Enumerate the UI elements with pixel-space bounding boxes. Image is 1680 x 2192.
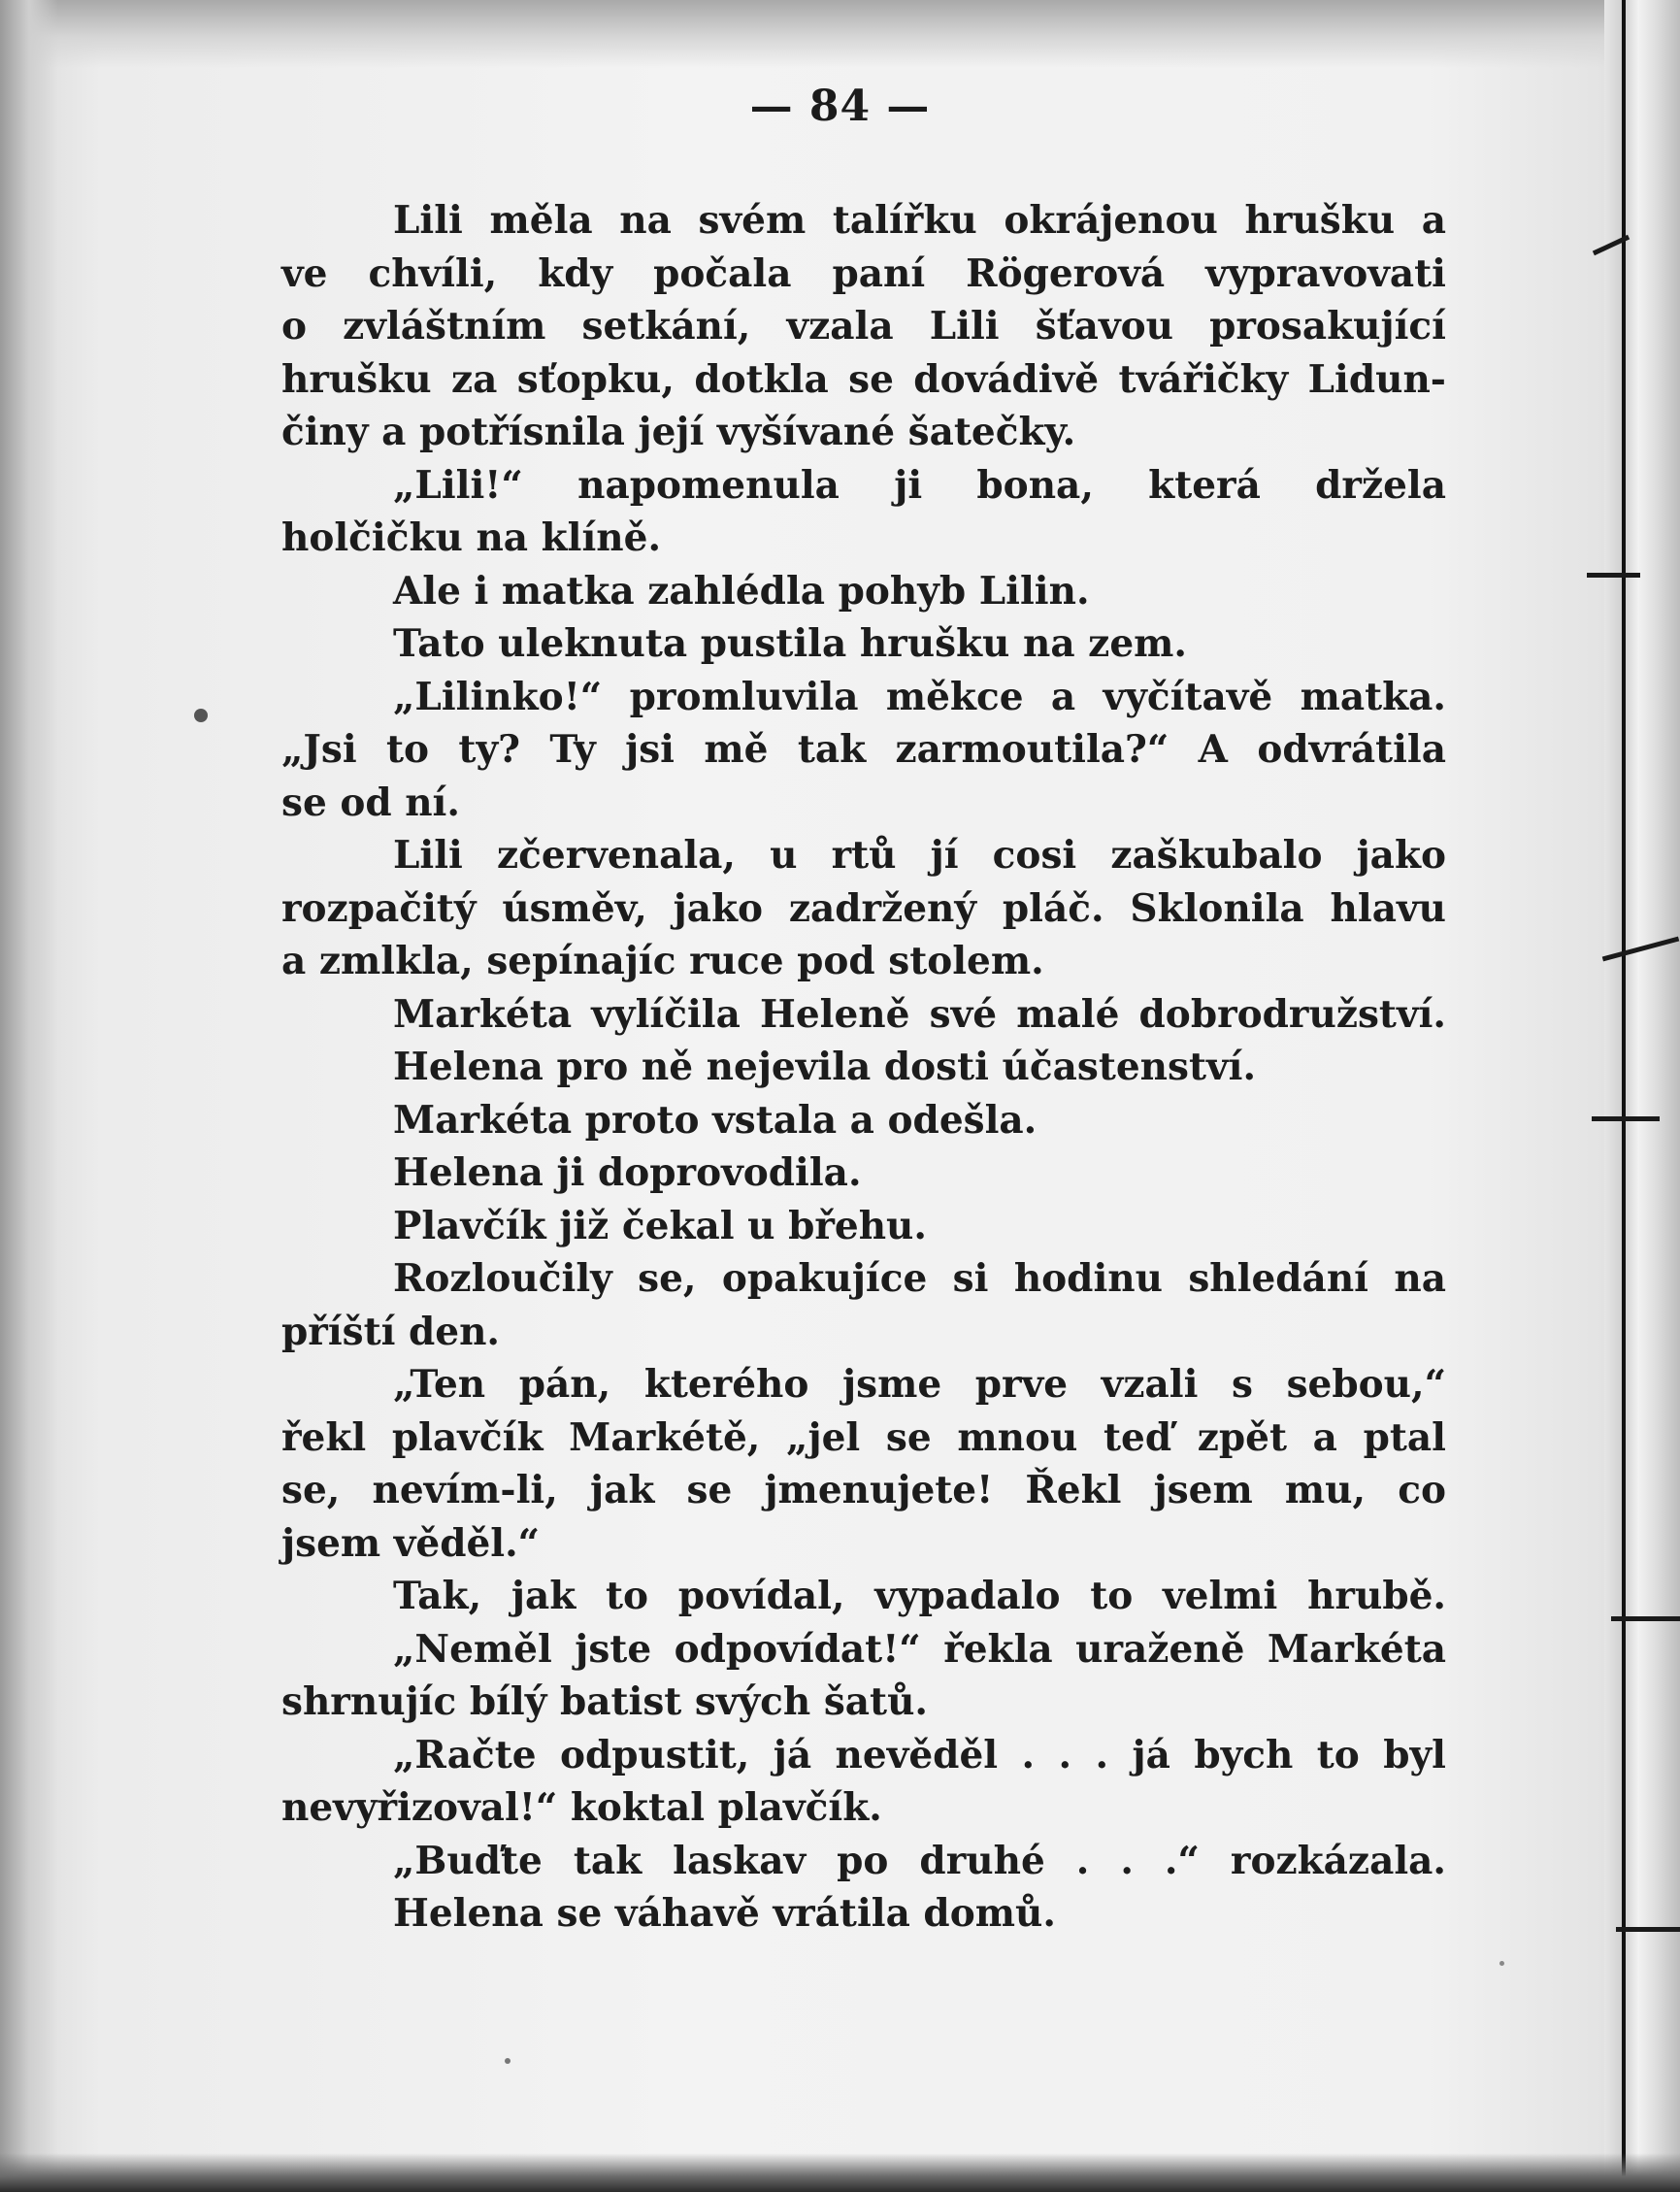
text-line: Tato uleknuta pustila hrušku na zem. bbox=[393, 621, 1187, 666]
text-line: hrušku za sťopku, dotkla se dovádivě tvářičky Lidun- bbox=[281, 356, 1446, 402]
paper-speck bbox=[194, 709, 208, 722]
text-line: Tak, jak to povídal, vypadalo to velmi hrubě. bbox=[393, 1574, 1446, 1618]
text-line: „Lili!“ napomenula ji bona, která držela bbox=[393, 462, 1446, 508]
text-line: Helena se váhavě vrátila domů. bbox=[393, 1891, 1056, 1936]
text-line: činy a potřísnila její vyšívané šatečky. bbox=[281, 410, 1076, 454]
paper-speck bbox=[1499, 1961, 1504, 1966]
text-line: rozpačitý úsměv, jako zadržený pláč. Sklonila hlavu bbox=[281, 885, 1446, 931]
spine-thread-mark bbox=[1611, 1616, 1680, 1621]
body-text bbox=[281, 194, 1446, 1941]
page-top-shadow bbox=[0, 0, 1680, 68]
text-line: ve chvíli, kdy počala paní Rögerová vypravovati bbox=[281, 250, 1446, 296]
text-line: Lili zčervenala, u rtů jí cosi zaškubalo jako bbox=[393, 833, 1446, 878]
text-line: nevyřizoval!“ koktal plavčík. bbox=[281, 1785, 882, 1830]
text-line: Plavčík již čekal u břehu. bbox=[393, 1203, 927, 1248]
text-line: se, nevím-li, jak se jmenujete! Řekl jsem mu, co bbox=[281, 1468, 1446, 1512]
text-line: Markéta proto vstala a odešla. bbox=[393, 1097, 1038, 1143]
text-line: Helena pro ně nejevila dosti účastenství. bbox=[393, 1045, 1257, 1089]
text-line: „Jsi to ty? Ty jsi mě tak zarmoutila?“ A odvrátila bbox=[281, 727, 1446, 772]
text-line: Rozloučily se, opakujíce si hodinu shledání na bbox=[393, 1256, 1446, 1301]
page-number: — 84 — bbox=[749, 82, 931, 131]
text-line: „Lilinko!“ promluvila měkce a vyčítavě matka. bbox=[393, 674, 1446, 719]
spine-fold-line bbox=[1622, 0, 1626, 2192]
text-line: o zvláštním setkání, vzala Lili šťavou prosakující bbox=[281, 304, 1446, 349]
text-line: a zmlkla, sepínajíc ruce pod stolem. bbox=[281, 939, 1044, 983]
page-left-shadow bbox=[0, 0, 58, 2192]
text-line: Helena ji doprovodila. bbox=[393, 1150, 862, 1195]
text-line: shrnujíc bílý batist svých šatů. bbox=[281, 1679, 929, 1724]
text-line: holčičku na klíně. bbox=[281, 515, 662, 560]
spine-thread-mark bbox=[1616, 1927, 1680, 1932]
spine-thread-mark bbox=[1592, 1116, 1660, 1121]
spine-thread-mark bbox=[1587, 573, 1640, 578]
page-bottom-shadow bbox=[0, 2153, 1680, 2192]
text-line: jsem věděl.“ bbox=[281, 1520, 541, 1566]
text-line: řekl plavčík Markétě, „jel se mnou teď zpět a ptal bbox=[281, 1414, 1446, 1460]
paper-speck bbox=[505, 2058, 511, 2064]
text-line: se od ní. bbox=[281, 780, 460, 825]
text-line: „Račte odpustit, já nevěděl . . . já bych to byl bbox=[393, 1732, 1446, 1777]
text-line: „Neměl jste odpovídat!“ řekla uraženě Markéta bbox=[393, 1626, 1446, 1672]
book-spine-edge bbox=[1604, 0, 1680, 2192]
text-line: Markéta vylíčila Heleně své malé dobrodružství. bbox=[393, 991, 1446, 1037]
text-line: příští den. bbox=[281, 1309, 501, 1354]
text-line: „Buďte tak laskav po druhé . . .“ rozkázala. bbox=[393, 1838, 1446, 1883]
text-line: „Ten pán, kterého jsme prve vzali s sebou,“ bbox=[393, 1362, 1446, 1407]
text-line: Lili měla na svém talířku okrájenou hrušku a bbox=[393, 198, 1446, 243]
text-line: Ale i matka zahlédla pohyb Lilin. bbox=[393, 568, 1090, 614]
